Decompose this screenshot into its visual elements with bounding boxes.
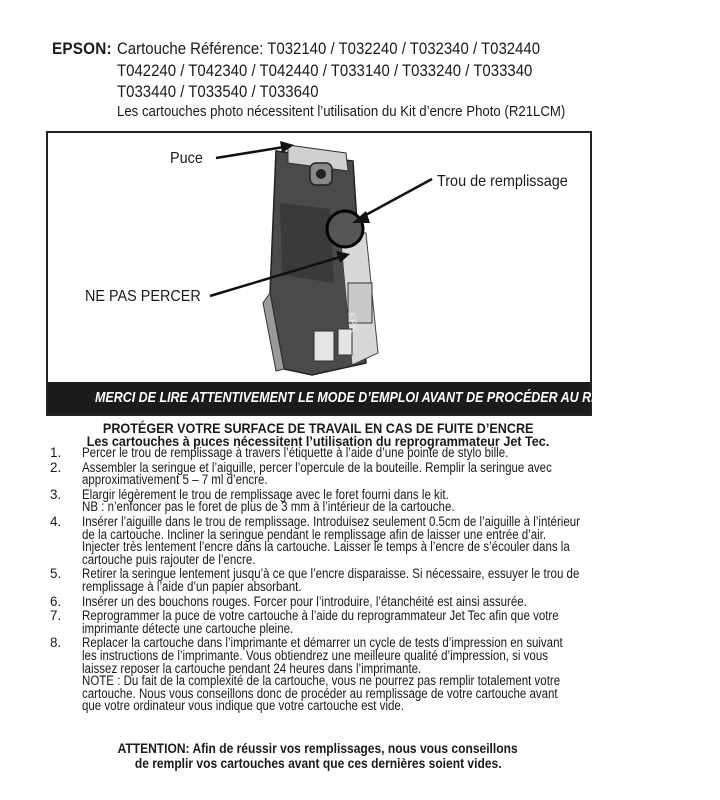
list-item [50, 637, 600, 713]
step-line: laissez reposer la cartouche pendant 24 heures dans l’imprimante. [82, 660, 422, 676]
step-line: NB : n’enfoncer pas le foret de plus de 3 mm à l’intérieur de la cartouche. [82, 499, 455, 515]
step-line: Percer le trou de remplissage à travers l’étiquette à l’aide d’une pointe de stylo bille. [82, 445, 509, 460]
step-line: de la cartouche. Incliner la seringue pendant le remplissage afin de laisser une entrée d’air. [82, 526, 547, 542]
cartridge-figure [46, 131, 673, 416]
step-line: les instructions de l’imprimante. Vous obtiendrez une meilleure qualité d’impression, si vous [82, 647, 548, 663]
list-item [50, 513, 600, 567]
step-number: 6. [50, 593, 62, 609]
step-number: 3. [50, 486, 62, 502]
do-not-pierce-label: NE PAS PERCER [85, 288, 201, 305]
step-line: Insérer l’aiguille dans le trou de remplissage. Introduisez seulement 0.5cm de l’aiguille à l’intérieur [82, 513, 581, 529]
step-line: cartouche. Nous vous conseillons donc de procéder au remplissage de votre cartouche avant [82, 685, 558, 701]
step-line: Assembler la seringue et l’aiguille, percer l’opercule de la bouteille. Remplir la seringue avec [82, 459, 552, 475]
step-line: Elargir légèrement le trou de remplissage avec le foret fourni dans le kit. [82, 486, 449, 502]
reference-line-2: T042240 / T042340 / T042440 / T033140 / T033240 / T033340 [117, 61, 533, 80]
instructions-banner [48, 382, 673, 414]
step-number: 1. [50, 445, 62, 460]
list-item [50, 593, 600, 609]
step-number: 5. [50, 566, 62, 582]
step-line: Reprogrammer la puce de votre cartouche à l’aide du reprogrammateur Jet Tec afin que votre [82, 608, 559, 624]
step-line: Retirer la seringue lentement jusqu’à ce que l’encre disparaisse. Si nécessaire, essuyer le trou de [82, 566, 580, 582]
list-item [50, 459, 600, 488]
brand-label: EPSON: [52, 39, 112, 58]
list-item [50, 486, 600, 515]
step-line: NOTE : Du fait de la complexité de la cartouche, vous ne pourrez pas remplir totalement votre [82, 673, 561, 689]
step-line: Insérer un des bouchons rouges. Forcer pour l’introduire, l’étanchéité est ainsi assurée. [82, 593, 527, 609]
step-number: 4. [50, 513, 62, 529]
photo-kit-note: Les cartouches photo nécessitent l’utilisation du Kit d’encre Photo (R21LCM) [117, 103, 566, 120]
attention-text-1: ATTENTION: Afin de réussir vos remplissages, nous vous conseillons [117, 740, 519, 756]
step-line: imprimante détecte une cartouche pleine. [82, 620, 294, 636]
attention-text-2: de remplir vos cartouches avant que ces dernières soient vides. [134, 755, 502, 771]
list-item [50, 447, 600, 460]
fill-hole-label: Trou de remplissage [437, 173, 568, 190]
step-line: que votre ordinateur vous indique que votre cartouche est vide. [82, 698, 405, 714]
step-number: 7. [50, 608, 62, 624]
step-number: 8. [50, 635, 62, 651]
reference-line-3: T033440 / T033540 / T033640 [117, 82, 319, 101]
reference-line-1: Cartouche Référence: T032140 / T032240 / T032340 / T032440 [117, 39, 541, 58]
chip-label: Puce [170, 150, 203, 167]
svg-text:KPK: KPK [345, 311, 360, 334]
heading-1-text: PROTÉGER VOTRE SURFACE DE TRAVAIL EN CAS DE FUITE D’ENCRE [102, 420, 534, 436]
heading-2-text: Les cartouches à puces nécessitent l’utilisation du reprogrammateur Jet Tec. [86, 433, 550, 449]
step-line: Injecter très lentement l’encre dans la cartouche. Laisser le temps à l’encre de s’écouler dans la [82, 539, 570, 555]
attention-line-1 [0, 740, 636, 756]
step-line: approximativement 5 – 7 ml d’encre. [82, 472, 268, 488]
step-line: remplissage à l’aide d’un papier absorbant. [82, 578, 302, 594]
list-item [50, 610, 600, 635]
step-line: Replacer la cartouche dans l’imprimante et démarrer un cycle de tests d’impression en suivant [82, 635, 563, 651]
attention-line-2 [0, 755, 636, 771]
steps-list [50, 447, 600, 715]
banner-text: MERCI DE LIRE ATTENTIVEMENT LE MODE D’EMPLOI AVANT DE PROCÉDER AU REMPLISSAGE [95, 390, 673, 406]
fill-hole-icon [327, 211, 363, 247]
list-item [50, 568, 600, 593]
step-line: cartouche puis rajouter de l’encre. [82, 551, 256, 567]
step-number: 2. [50, 459, 62, 475]
